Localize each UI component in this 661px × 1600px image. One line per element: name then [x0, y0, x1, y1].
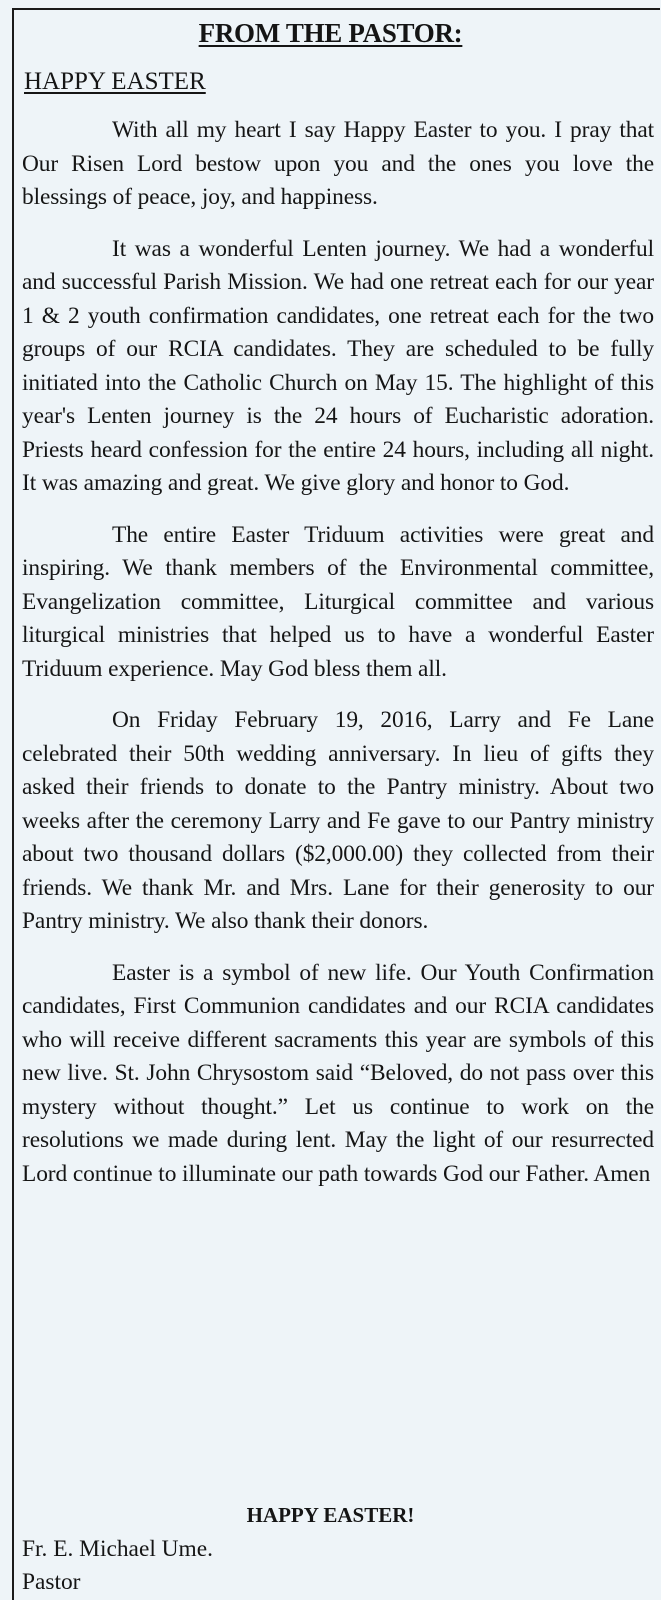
paragraph-triduum: The entire Easter Triduum activities were great and inspiring. We thank members of the Environmental committee, Evangelization committee, Liturgical committee and various liturgical ministries that helped us to have a wonderful Easter Triduum experience. May God bless them all. [22, 521, 654, 682]
page-title: FROM THE PASTOR: [198, 18, 463, 48]
signature-title: Pastor [22, 1569, 81, 1595]
signature-name: Fr. E. Michael Ume. [22, 1536, 213, 1562]
article-body [22, 114, 654, 1209]
signature-block [22, 1533, 213, 1599]
section-heading: HAPPY EASTER [24, 68, 206, 95]
paragraph-lenten-journey: It was a wonderful Lenten journey. We had a wonderful and successful Parish Mission. We had one retreat each for our year 1 & 2 youth confirmation candidates, one retreat each for the two groups of our RCIA candidates. They are scheduled to be fully initiated into the Catholic Church on May 15. The highlight of this year's Lenten journey is the 24 hours of Eucharistic adoration. Priests heard confession for the entire 24 hours, including all night. It was amazing and great. We give glory and honor to God. [22, 235, 654, 496]
closing-greeting: HAPPY EASTER! [246, 1503, 415, 1527]
paragraph-anniversary: On Friday February 19, 2016, Larry and Fe Lane celebrated their 50th wedding anniversary. In lieu of gifts they asked their friends to donate to the Pantry ministry. About two weeks after the ceremony Larry and Fe gave to our Pantry ministry about two thousand dollars ($2,000.00) they collected from their friends. We thank Mr. and Mrs. Lane for their generosity to our Pantry ministry. We also thank their donors. [22, 707, 654, 934]
paragraph-new-life: Easter is a symbol of new life. Our Youth Confirmation candidates, First Communion candidates and our RCIA candidates who will receive different sacraments this year are symbols of this new live. St. John Chrysostom said “Beloved, do not pass over this mystery without thought.” Let us continue to work on the resolutions we made during lent. May the light of our resurrected Lord continue to illuminate our path towards God our Father. Amen [22, 959, 654, 1187]
paragraph-greeting: With all my heart I say Happy Easter to you. I pray that Our Risen Lord bestow upon you and the ones you love the blessings of peace, joy, and happiness. [22, 117, 654, 210]
